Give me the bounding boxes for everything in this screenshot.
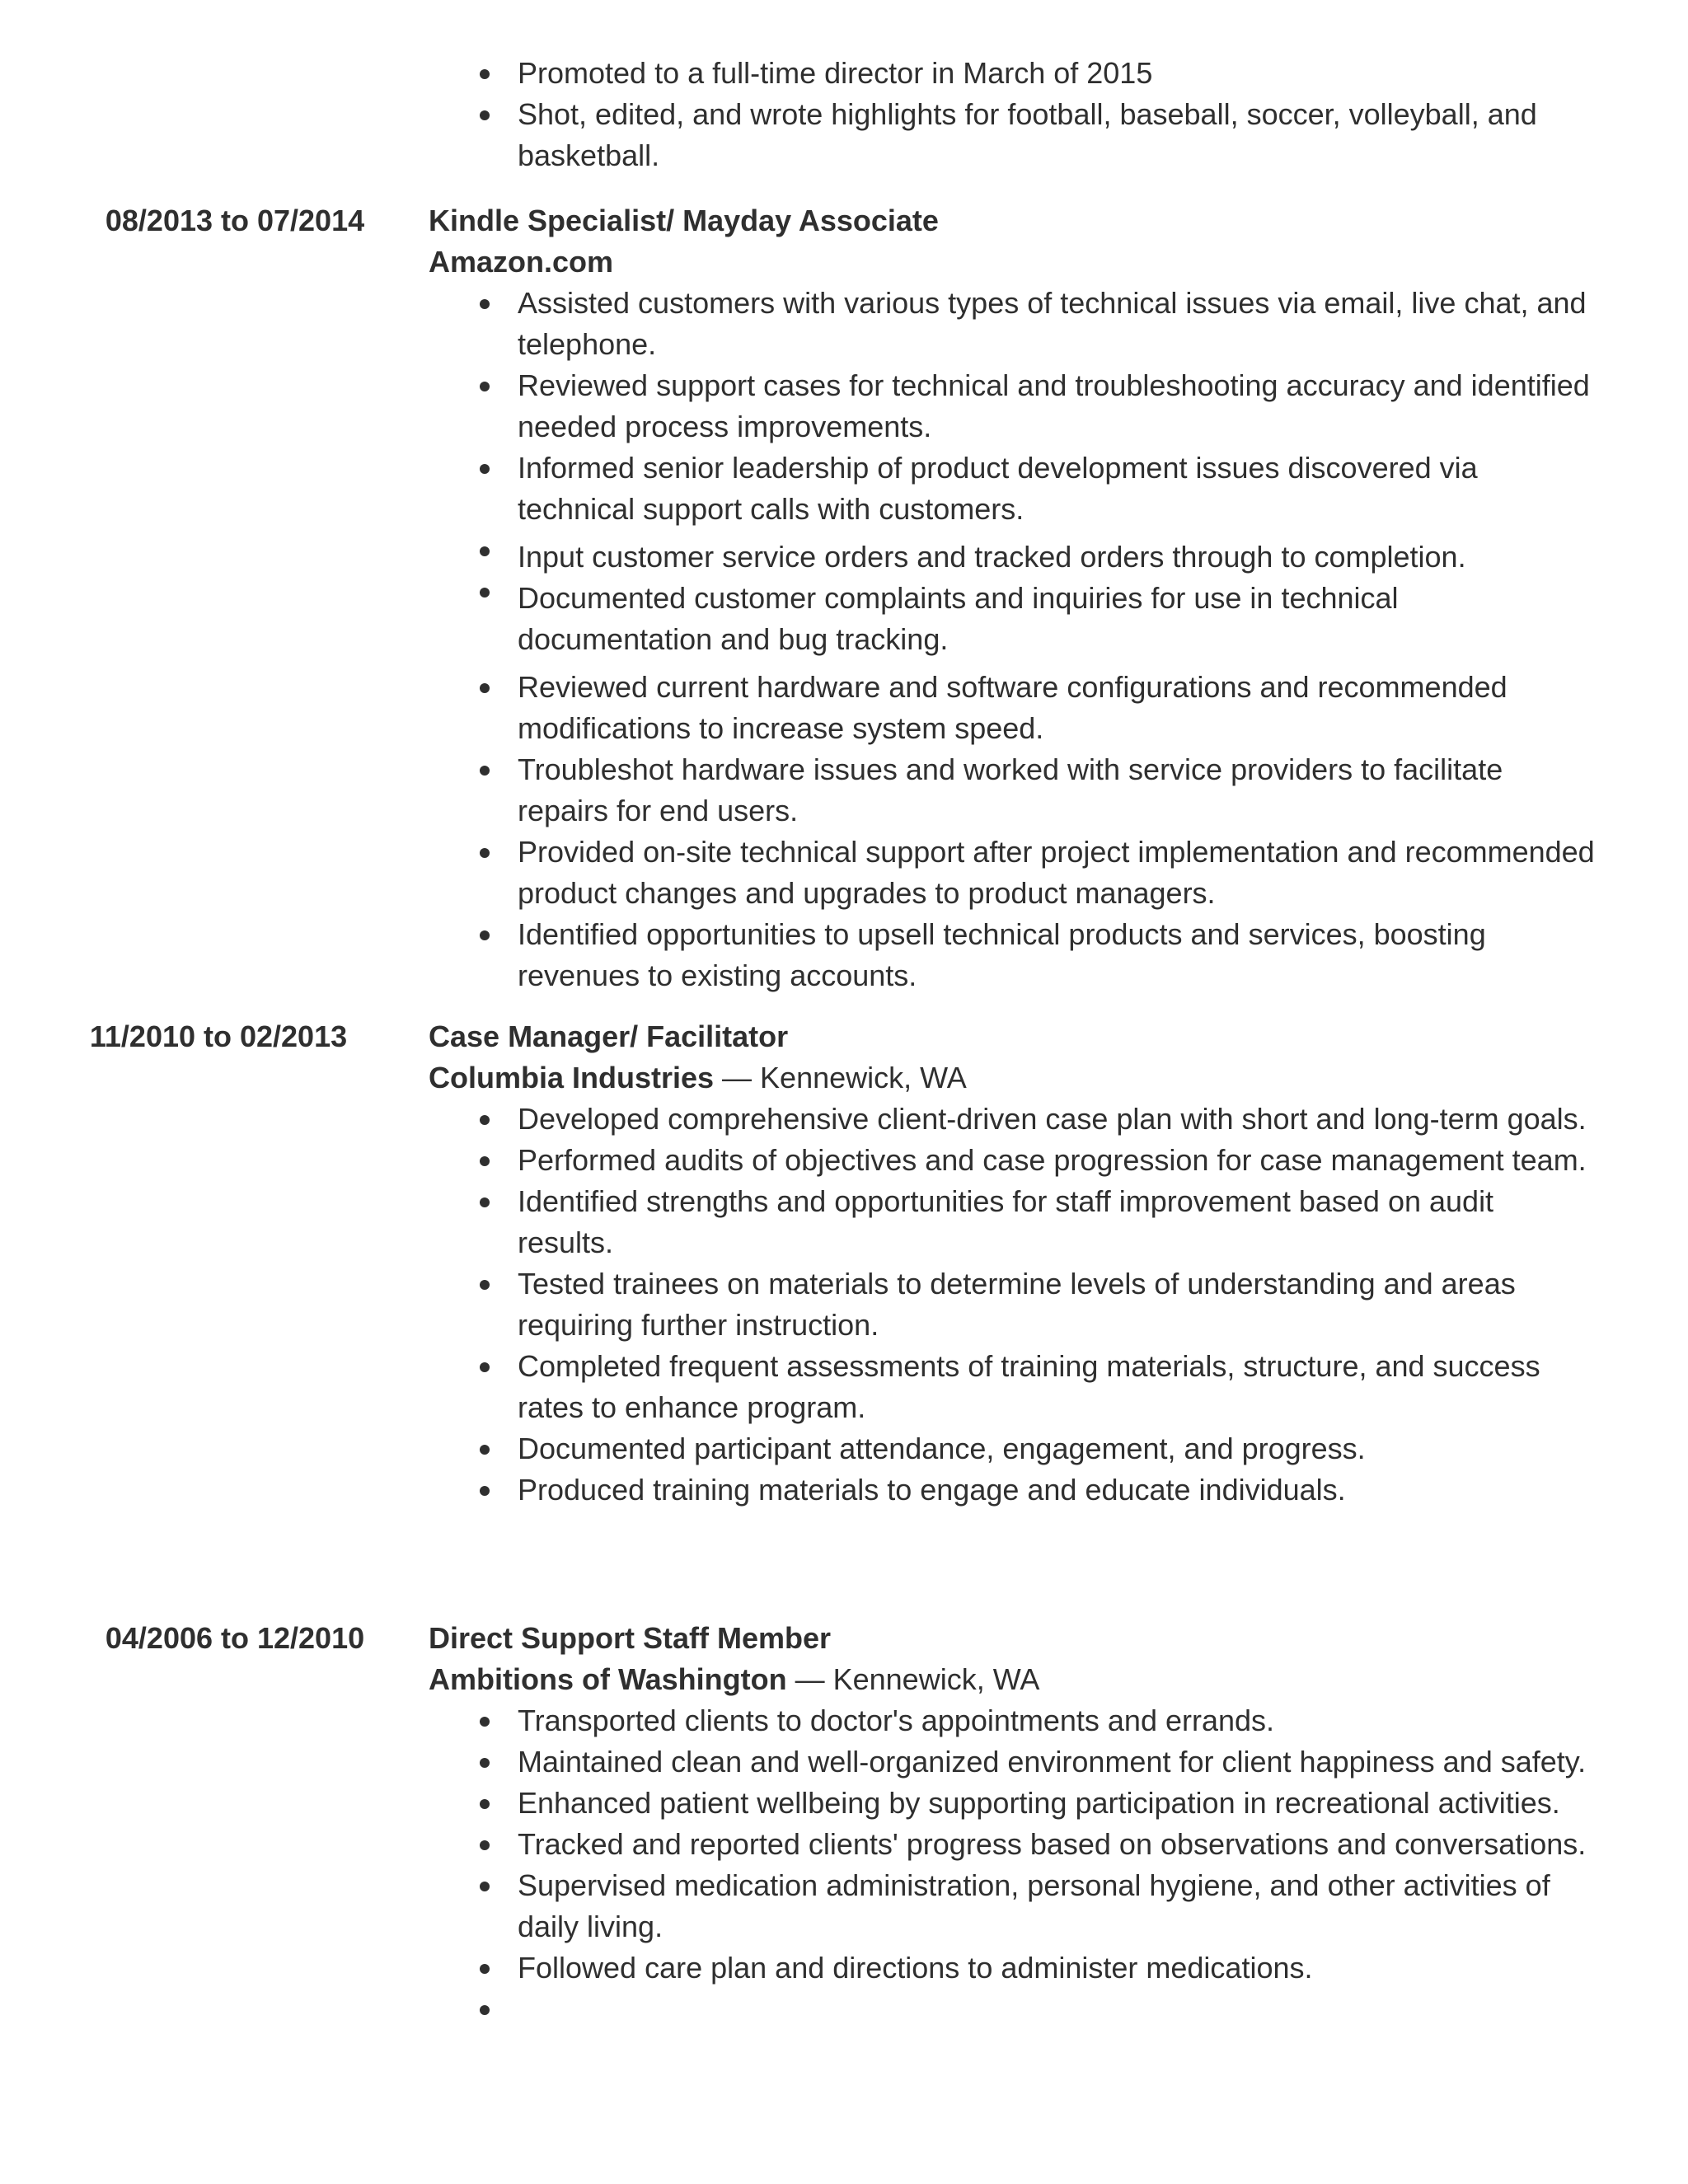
list-item [429, 1989, 1597, 2030]
list-item: Supervised medication administration, personal hygiene, and other activities of daily living. [429, 1865, 1597, 1947]
list-item: Enhanced patient wellbeing by supporting participation in recreational activities. [429, 1783, 1597, 1824]
entry-content [429, 53, 1582, 176]
company-name [429, 1057, 1582, 1099]
separator-dash: — [722, 1061, 753, 1094]
list-item: Developed comprehensive client-driven case plan with short and long-term goals. [429, 1099, 1597, 1140]
list-item: Tested trainees on materials to determine levels of understanding and areas requiring further instruction. [429, 1263, 1597, 1346]
bullet-icon [480, 1280, 490, 1290]
job-title: Case Manager/ Facilitator [429, 1019, 789, 1053]
entry-content [429, 200, 1595, 996]
list-item: Transported clients to doctor's appointments and errands. [429, 1700, 1597, 1741]
company-location: Kennewick, WA [760, 1061, 967, 1094]
list-item: Assisted customers with various types of technical issues via email, live chat, and telephone. [429, 283, 1597, 365]
bullet-icon [480, 1362, 490, 1372]
bullet-list [429, 1099, 1587, 1511]
bullet-icon [480, 1486, 490, 1496]
company-label: Ambitions of Washington [429, 1662, 787, 1696]
bullet-icon [480, 546, 490, 556]
bullet-icon [480, 766, 490, 776]
bullet-icon [480, 1156, 490, 1166]
bullet-icon [480, 1964, 490, 1974]
bullet-list [429, 53, 1582, 176]
list-item: Troubleshot hardware issues and worked with service providers to facilitate repairs for end users. [429, 749, 1597, 832]
bullet-icon [480, 930, 490, 940]
bullet-list [429, 283, 1595, 996]
separator-dash: — [795, 1662, 825, 1696]
list-item: Informed senior leadership of product development issues discovered via technical support calls with customers. [429, 448, 1597, 530]
company-name [429, 1659, 1582, 1700]
list-item: Reviewed support cases for technical and troubleshooting accuracy and identified needed process improvements. [429, 365, 1597, 448]
company-name [429, 241, 1582, 283]
list-item: Identified opportunities to upsell technical products and services, boosting revenues to existing accounts. [429, 914, 1597, 996]
list-item: Produced training materials to engage and educate individuals. [429, 1469, 1597, 1511]
bullet-icon [480, 1445, 490, 1455]
list-item: Promoted to a full-time director in March of 2015 [429, 53, 1597, 94]
entry-content [429, 1618, 1587, 2030]
bullet-icon [480, 683, 490, 693]
list-item: Identified strengths and opportunities for staff improvement based on audit results. [429, 1181, 1597, 1263]
list-item: Shot, edited, and wrote highlights for football, baseball, soccer, volleyball, and basketball. [429, 94, 1597, 176]
list-item: Reviewed current hardware and software configurations and recommended modifications to increase system speed. [429, 667, 1597, 749]
company-location: Kennewick, WA [832, 1662, 1040, 1696]
bullet-icon [480, 464, 490, 474]
bullet-icon [480, 1758, 490, 1768]
company-label: Amazon.com [429, 245, 614, 279]
bullet-icon [480, 2005, 490, 2015]
list-item: Input customer service orders and tracked orders through to completion. [429, 537, 1597, 578]
company-label: Columbia Industries [429, 1061, 715, 1094]
bullet-icon [480, 299, 490, 309]
bullet-icon [480, 1799, 490, 1809]
bullet-icon [480, 382, 490, 391]
bullet-icon [480, 1197, 490, 1207]
list-item: Documented participant attendance, engagement, and progress. [429, 1428, 1597, 1469]
list-item: Provided on-site technical support after project implementation and recommended product changes and upgrades to product managers. [429, 832, 1597, 914]
bullet-icon [480, 1840, 490, 1850]
bullet-icon [480, 1717, 490, 1727]
entry-content [429, 1016, 1587, 1511]
employment-dates: 04/2006 to 12/2010 [105, 1621, 365, 1655]
job-title: Direct Support Staff Member [429, 1621, 832, 1655]
list-item: Tracked and reported clients' progress based on observations and conversations. [429, 1824, 1597, 1865]
bullet-icon [480, 848, 490, 858]
job-title: Kindle Specialist/ Mayday Associate [429, 204, 939, 237]
employment-dates: 11/2010 to 02/2013 [89, 1019, 348, 1053]
bullet-icon [480, 1882, 490, 1891]
employment-dates: 08/2013 to 07/2014 [105, 204, 365, 237]
list-item: Maintained clean and well-organized environment for client happiness and safety. [429, 1741, 1597, 1783]
bullet-icon [480, 110, 490, 120]
list-item: Documented customer complaints and inquiries for use in technical documentation and bug tracking. [429, 578, 1597, 660]
list-item: Performed audits of objectives and case progression for case management team. [429, 1140, 1597, 1181]
bullet-icon [480, 588, 490, 598]
list-item: Completed frequent assessments of training materials, structure, and success rates to enhance program. [429, 1346, 1597, 1428]
bullet-list [429, 1700, 1587, 2030]
bullet-icon [480, 1115, 490, 1125]
list-item: Followed care plan and directions to administer medications. [429, 1947, 1597, 1989]
bullet-icon [480, 69, 490, 79]
